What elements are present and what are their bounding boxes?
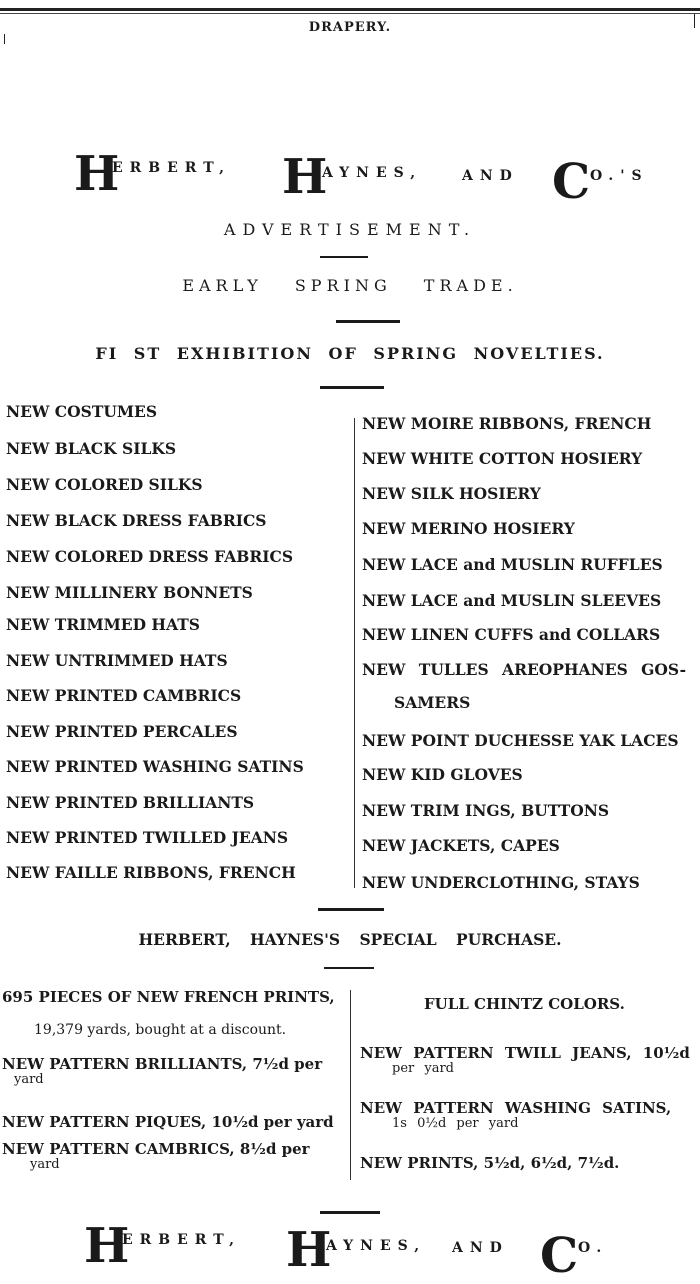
list-item: NEW LINEN CUFFS and COLLARS (362, 625, 661, 644)
list-item (424, 996, 625, 1012)
item-main: NEW PRINTS, 5½d, 6½d, 7½d. (360, 1154, 620, 1172)
heading-trade: EARLY SPRING TRADE. (182, 276, 518, 295)
list-item: NEW COSTUMES (6, 402, 158, 421)
list-item: NEW PRINTED WASHING SATINS (6, 757, 304, 776)
top-rule-thin (0, 13, 700, 14)
firm-word-cos: O.'S (590, 168, 649, 184)
firm-initial-h1: H (74, 146, 120, 202)
list-item: NEW PRINTED PERCALES (6, 722, 238, 741)
list-item (360, 1100, 671, 1132)
list-item (2, 989, 335, 1005)
list-item: NEW TRIMMED HATS (6, 615, 200, 634)
firm-word-haynes: AYNES, (322, 165, 423, 181)
firm-initial-c: C (540, 1228, 579, 1284)
rule-2 (336, 320, 400, 323)
list-item: NEW TRIM INGS, BUTTONS (362, 801, 610, 820)
item-sub: per yard (392, 1061, 454, 1076)
item-main: FULL CHINTZ COLORS. (424, 995, 625, 1013)
column-border-left (4, 34, 5, 44)
item-main: NEW PATTERN TWILL JEANS, 10½d (360, 1044, 690, 1062)
list-item: NEW UNDERCLOTHING, STAYS (362, 873, 640, 892)
list-item: NEW MERINO HOSIERY (362, 519, 575, 538)
list-item: NEW LACE and MUSLIN RUFFLES (362, 555, 663, 574)
heading-special-purchase: HERBERT, HAYNES'S SPECIAL PURCHASE. (138, 930, 562, 949)
firm-word-herbert: ERBERT, (122, 1232, 241, 1248)
item-main: 695 PIECES OF NEW FRENCH PRINTS, (2, 988, 335, 1006)
rule-5 (324, 967, 374, 969)
firm-word-and: AND (452, 1240, 509, 1256)
list-item: NEW COLORED SILKS (6, 475, 203, 494)
list-item: NEW PRINTED TWILLED JEANS (6, 828, 289, 847)
column-border-right (694, 14, 695, 28)
list-item: NEW UNTRIMMED HATS (6, 651, 228, 670)
section-label: DRAPERY. (308, 20, 392, 35)
list-item: NEW KID GLOVES (362, 765, 523, 784)
column-divider-novelties (354, 418, 355, 888)
list-item (2, 1056, 322, 1088)
firm-initial-h2: H (286, 1222, 332, 1278)
list-item: NEW COLORED DRESS FABRICS (6, 547, 294, 566)
list-item (360, 1045, 690, 1077)
list-item (360, 1155, 619, 1171)
column-divider-special (350, 990, 351, 1180)
list-item: NEW TULLES AREOPHANES GOS- (362, 660, 687, 679)
list-item: NEW PRINTED BRILLIANTS (6, 793, 255, 812)
firm-initial-h1: H (84, 1218, 130, 1274)
list-item: NEW WHITE COTTON HOSIERY (362, 449, 643, 468)
heading-advertisement: ADVERTISEMENT. (223, 220, 477, 239)
list-item: SAMERS (394, 693, 471, 712)
item-main: NEW PATTERN BRILLIANTS, 7½d per (2, 1055, 323, 1073)
list-item: NEW MILLINERY BONNETS (6, 583, 253, 602)
list-item: NEW LACE and MUSLIN SLEEVES (362, 591, 662, 610)
list-item: NEW MOIRE RIBBONS, FRENCH (362, 414, 652, 433)
item-sub: yard (14, 1072, 44, 1087)
item-main: 19,379 yards, bought at a discount. (34, 1022, 287, 1038)
list-item (34, 1022, 286, 1038)
list-item (2, 1141, 310, 1173)
heading-exhibition: FI ST EXHIBITION OF SPRING NOVELTIES. (95, 344, 605, 363)
item-sub: 1s 0½d per yard (392, 1116, 519, 1131)
item-main: NEW PATTERN CAMBRICS, 8½d per (2, 1140, 310, 1158)
rule-1 (320, 256, 368, 258)
rule-3 (320, 386, 384, 389)
list-item: NEW PRINTED CAMBRICS (6, 686, 242, 705)
rule-6 (320, 1211, 380, 1214)
firm-initial-h2: H (282, 149, 328, 205)
list-item (2, 1114, 334, 1130)
list-item: NEW FAILLE RIBBONS, FRENCH (6, 863, 296, 882)
list-item: NEW JACKETS, CAPES (362, 836, 560, 855)
firm-word-co: O. (578, 1240, 609, 1256)
list-item: NEW BLACK DRESS FABRICS (6, 511, 267, 530)
list-item: NEW SILK HOSIERY (362, 484, 541, 503)
item-main: NEW PATTERN WASHING SATINS, (360, 1099, 672, 1117)
rule-4 (318, 908, 384, 911)
firm-word-herbert: ERBERT, (112, 160, 231, 176)
top-rule (0, 8, 700, 11)
firm-initial-c: C (552, 154, 591, 210)
firm-word-and: AND (462, 168, 519, 184)
item-main: NEW PATTERN PIQUES, 10½d per yard (2, 1113, 334, 1131)
item-sub: yard (30, 1157, 60, 1172)
list-item: NEW BLACK SILKS (6, 439, 177, 458)
list-item: NEW POINT DUCHESSE YAK LACES (362, 731, 679, 750)
firm-word-haynes: AYNES, (326, 1238, 427, 1254)
